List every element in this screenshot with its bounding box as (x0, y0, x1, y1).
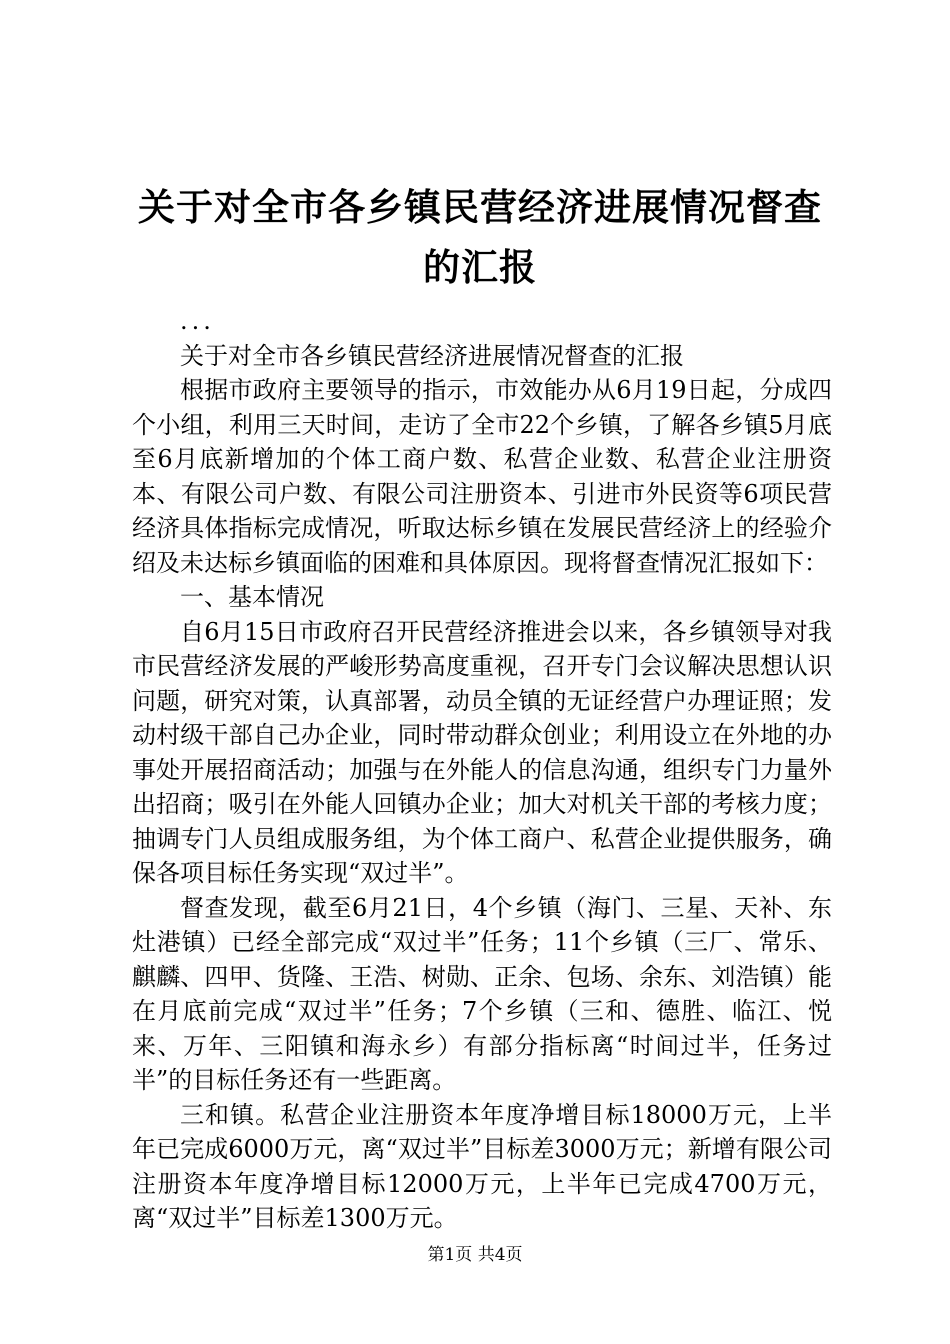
document-title: 关于对全市各乡镇民营经济进展情况督查的汇报 (138, 186, 822, 289)
page-footer: 第1页 共4页 (427, 1245, 523, 1265)
paragraph-measures: 自6月15日市政府召开民营经济推进会以来，各乡镇领导对我市民营经济发展的严峻形势高度重视，召开专门会议解决思想认识问题，研究对策，认真部署，动员全镇的无证经营户办理证照；发动村级干部自己办企业，同时带动群众创业；利用设立在外地的办事处开展招商活动；加强与在外能人的信息沟通，组织专门力量外出招商；吸引在外能人回镇办企业；加大对机关干部的考核力度；抽调专门人员组成服务组，为个体工商户、私营企业提供服务，确保各项目标任务实现“双过半”。 (132, 617, 832, 887)
section-heading-basic-situation: 一、基本情况 (180, 583, 324, 611)
ellipsis-line: ... (180, 307, 215, 335)
paragraph-subtitle: 关于对全市各乡镇民营经济进展情况督查的汇报 (180, 341, 684, 370)
document-body (132, 304, 832, 1236)
paragraph-findings: 督查发现，截至6月21日，4个乡镇（海门、三星、天补、东灶港镇）已经全部完成“双过半”任务；11个乡镇（三厂、常乐、麒麟、四甲、货隆、王浩、树勋、正余、包场、余东、刘浩镇）能在月底前完成“双过半”任务；7个乡镇（三和、德胜、临江、悦来、万年、三阳镇和海永乡）有部分指标离“时间过半，任务过半”的目标任务还有一些距离。 (132, 893, 832, 1094)
paragraph-sanhe-town: 三和镇。私营企业注册资本年度净增目标18000万元，上半年已完成6000万元，离“双过半”目标差3000万元；新增有限公司注册资本年度净增目标12000万元，上半年已完成4700万元，离“双过半”目标差1300万元。 (132, 1100, 832, 1232)
paragraph-intro: 根据市政府主要领导的指示，市效能办从6月19日起，分成四个小组，利用三天时间，走访了全市22个乡镇，了解各乡镇5月底至6月底新增加的个体工商户数、私营企业数、私营企业注册资本、有限公司户数、有限公司注册资本、引进市外民资等6项民营经济具体指标完成情况，听取达标乡镇在发展民营经济上的经验介绍及未达标乡镇面临的困难和具体原因。现将督查情况汇报如下： (132, 376, 832, 577)
